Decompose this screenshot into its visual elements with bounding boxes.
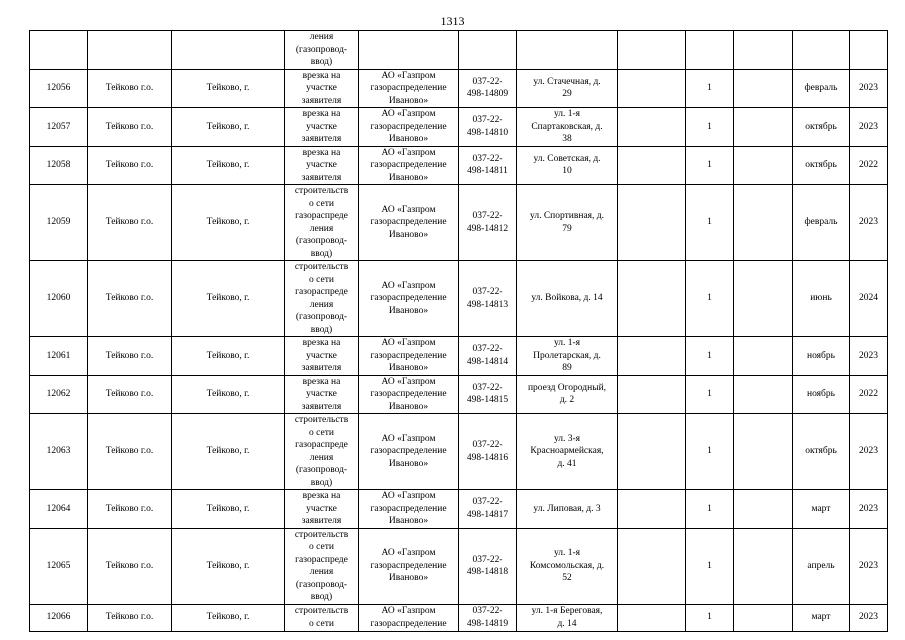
organization-cell: АО «Газпром газораспределение Иваново» — [359, 69, 459, 108]
district-cell: Тейково г.о. — [88, 185, 172, 261]
year-cell: 2023 — [850, 69, 888, 108]
month-cell: ноябрь — [793, 375, 850, 414]
settlement-cell: Тейково, г. — [172, 108, 285, 147]
empty-cell — [734, 146, 793, 185]
empty-cell — [734, 528, 793, 604]
address-cell: ул. Войкова, д. 14 — [517, 261, 618, 337]
month-cell: ноябрь — [793, 337, 850, 376]
empty-cell — [618, 528, 686, 604]
row-id-cell: 12060 — [30, 261, 88, 337]
organization-cell: АО «Газпром газораспределение Иваново» — [359, 414, 459, 490]
work-type-cell: врезка на участке заявителя — [285, 69, 359, 108]
settlement-cell: Тейково, г. — [172, 146, 285, 185]
settlement-cell: Тейково, г. — [172, 490, 285, 529]
settlement-cell: Тейково, г. — [172, 185, 285, 261]
address-cell: ул. 1-я Комсомольская, д. 52 — [517, 528, 618, 604]
year-cell: 2023 — [850, 185, 888, 261]
page-number: 1313 — [440, 14, 465, 28]
district-cell: Тейково г.о. — [88, 490, 172, 529]
year-cell: 2022 — [850, 146, 888, 185]
empty-cell — [734, 375, 793, 414]
empty-cell — [618, 414, 686, 490]
year-cell: 2023 — [850, 108, 888, 147]
empty-cell — [618, 604, 686, 631]
row-id-cell: 12059 — [30, 185, 88, 261]
empty-cell — [734, 69, 793, 108]
row-id-cell: 12065 — [30, 528, 88, 604]
settlement-cell: Тейково, г. — [172, 414, 285, 490]
table-row — [30, 528, 888, 604]
organization-cell: АО «Газпром газораспределение Иваново» — [359, 375, 459, 414]
table-row — [30, 108, 888, 147]
count-cell: 1 — [686, 375, 734, 414]
organization-cell: АО «Газпром газораспределение — [359, 604, 459, 631]
code-cell: 037-22- 498-14814 — [459, 337, 517, 376]
table-row — [30, 375, 888, 414]
month-cell: апрель — [793, 528, 850, 604]
code-cell: 037-22- 498-14813 — [459, 261, 517, 337]
empty-cell — [618, 490, 686, 529]
district-cell: Тейково г.о. — [88, 69, 172, 108]
district-cell: Тейково г.о. — [88, 528, 172, 604]
empty-cell — [734, 604, 793, 631]
empty-cell — [734, 261, 793, 337]
work-type-cell: строительств о сети газораспреде ления (газопровод- ввод) — [285, 414, 359, 490]
district-cell: Тейково г.о. — [88, 146, 172, 185]
address-cell: ул. 3-я Красноармейская, д. 41 — [517, 414, 618, 490]
district-cell: Тейково г.о. — [88, 337, 172, 376]
row-id-cell: 12061 — [30, 337, 88, 376]
district-cell: Тейково г.о. — [88, 414, 172, 490]
count-cell: 1 — [686, 337, 734, 376]
work-type-cell: строительств о сети газораспреде ления (газопровод- ввод) — [285, 528, 359, 604]
organization-cell: АО «Газпром газораспределение Иваново» — [359, 337, 459, 376]
year-cell: 2023 — [850, 490, 888, 529]
empty-cell — [618, 146, 686, 185]
year-cell: 2024 — [850, 261, 888, 337]
organization-cell: АО «Газпром газораспределение Иваново» — [359, 261, 459, 337]
organization-cell: АО «Газпром газораспределение Иваново» — [359, 490, 459, 529]
month-cell: март — [793, 604, 850, 631]
code-cell: 037-22- 498-14819 — [459, 604, 517, 631]
count-cell: 1 — [686, 108, 734, 147]
work-type-cell: врезка на участке заявителя — [285, 146, 359, 185]
count-cell: 1 — [686, 414, 734, 490]
district-cell: Тейково г.о. — [88, 108, 172, 147]
code-cell: 037-22- 498-14816 — [459, 414, 517, 490]
settlement-cell: Тейково, г. — [172, 528, 285, 604]
district-cell: Тейково г.о. — [88, 261, 172, 337]
address-cell: ул. Стачечная, д. 29 — [517, 69, 618, 108]
table-row — [30, 337, 888, 376]
table-row — [30, 261, 888, 337]
organization-cell: АО «Газпром газораспределение Иваново» — [359, 185, 459, 261]
empty-cell — [734, 414, 793, 490]
table-row — [30, 414, 888, 490]
address-cell: ул. 1-я Спартаковская, д. 38 — [517, 108, 618, 147]
count-cell: 1 — [686, 528, 734, 604]
empty-cell — [734, 108, 793, 147]
empty-cell — [734, 337, 793, 376]
table-row — [30, 185, 888, 261]
year-cell: 2022 — [850, 375, 888, 414]
code-cell: 037-22- 498-14815 — [459, 375, 517, 414]
settlement-cell: Тейково, г. — [172, 337, 285, 376]
work-type-cell: врезка на участке заявителя — [285, 337, 359, 376]
code-cell: 037-22- 498-14812 — [459, 185, 517, 261]
table-row — [30, 490, 888, 529]
year-cell: 2023 — [850, 337, 888, 376]
organization-cell: АО «Газпром газораспределение Иваново» — [359, 528, 459, 604]
row-id-cell: 12063 — [30, 414, 88, 490]
table-row — [30, 146, 888, 185]
work-type-cell: строительств о сети газораспреде ления (газопровод- ввод) — [285, 261, 359, 337]
code-cell: 037-22- 498-14818 — [459, 528, 517, 604]
month-cell: октябрь — [793, 146, 850, 185]
settlement-cell: Тейково, г. — [172, 375, 285, 414]
empty-cell — [618, 375, 686, 414]
year-cell: 2023 — [850, 604, 888, 631]
work-type-cell: строительств о сети — [285, 604, 359, 631]
address-cell: ул. Спортивная, д. 79 — [517, 185, 618, 261]
count-cell: 1 — [686, 69, 734, 108]
table-row — [30, 604, 888, 631]
code-cell: 037-22- 498-14811 — [459, 146, 517, 185]
gas-connection-registry-table — [29, 30, 888, 632]
count-cell: 1 — [686, 604, 734, 631]
code-cell: 037-22- 498-14817 — [459, 490, 517, 529]
work-type-cell: врезка на участке заявителя — [285, 490, 359, 529]
address-cell: ул. Липовая, д. 3 — [517, 490, 618, 529]
empty-cell — [618, 108, 686, 147]
row-id-cell: 12058 — [30, 146, 88, 185]
settlement-cell: Тейково, г. — [172, 261, 285, 337]
row-id-cell: 12057 — [30, 108, 88, 147]
address-cell: ул. 1-я Береговая, д. 14 — [517, 604, 618, 631]
work-type-cell: врезка на участке заявителя — [285, 108, 359, 147]
empty-cell — [734, 185, 793, 261]
continuation-row — [30, 31, 888, 70]
empty-cell — [618, 69, 686, 108]
row-id-cell: 12064 — [30, 490, 88, 529]
address-cell: ул. Советская, д. 10 — [517, 146, 618, 185]
row-id-cell: 12062 — [30, 375, 88, 414]
month-cell: июнь — [793, 261, 850, 337]
empty-cell — [618, 185, 686, 261]
count-cell: 1 — [686, 490, 734, 529]
month-cell: март — [793, 490, 850, 529]
count-cell: 1 — [686, 185, 734, 261]
month-cell: октябрь — [793, 108, 850, 147]
month-cell: февраль — [793, 185, 850, 261]
organization-cell: АО «Газпром газораспределение Иваново» — [359, 108, 459, 147]
empty-cell — [734, 490, 793, 529]
month-cell: октябрь — [793, 414, 850, 490]
count-cell: 1 — [686, 146, 734, 185]
code-cell: 037-22- 498-14810 — [459, 108, 517, 147]
year-cell: 2023 — [850, 414, 888, 490]
count-cell: 1 — [686, 261, 734, 337]
organization-cell: АО «Газпром газораспределение Иваново» — [359, 146, 459, 185]
month-cell: февраль — [793, 69, 850, 108]
work-type-cell: врезка на участке заявителя — [285, 375, 359, 414]
settlement-cell: Тейково, г. — [172, 69, 285, 108]
district-cell: Тейково г.о. — [88, 375, 172, 414]
empty-cell — [618, 337, 686, 376]
table-row — [30, 69, 888, 108]
address-cell: ул. 1-я Пролетарская, д. 89 — [517, 337, 618, 376]
address-cell: проезд Огородный, д. 2 — [517, 375, 618, 414]
year-cell: 2023 — [850, 528, 888, 604]
district-cell: Тейково г.о. — [88, 604, 172, 631]
work-type-cell: ления (газопровод- ввод) — [285, 31, 359, 70]
code-cell: 037-22- 498-14809 — [459, 69, 517, 108]
work-type-cell: строительств о сети газораспреде ления (газопровод- ввод) — [285, 185, 359, 261]
empty-cell — [618, 261, 686, 337]
settlement-cell: Тейково, г. — [172, 604, 285, 631]
row-id-cell: 12066 — [30, 604, 88, 631]
row-id-cell: 12056 — [30, 69, 88, 108]
